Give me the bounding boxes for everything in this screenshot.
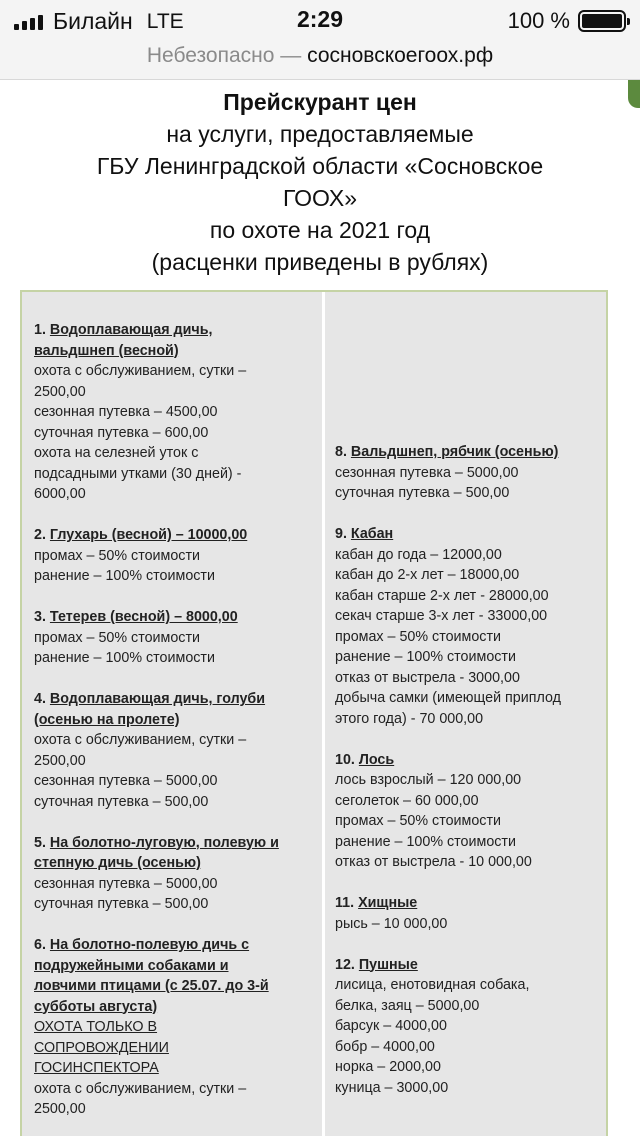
section-title: Лось [358, 751, 395, 768]
section-number: 12. [335, 956, 355, 973]
price-line: отказ от выстрела - 10 000,00 [335, 854, 532, 870]
price-line: барсук – 4000,00 [335, 1018, 447, 1034]
price-section [34, 525, 324, 587]
price-line: промах – 50% стоимости [335, 628, 501, 645]
price-line: сезонная путевка – 4500,00 [34, 404, 218, 420]
price-section [34, 607, 324, 669]
address-bar[interactable] [0, 40, 640, 80]
price-line: лисица, енотовидная собака, [335, 977, 530, 993]
section-number: 1. [34, 322, 46, 338]
section-heading [335, 893, 605, 914]
section-title: Водоплавающая дичь, [49, 322, 213, 338]
price-line: ранение – 100% стоимости [34, 650, 215, 666]
network-type: LTE [146, 9, 184, 33]
section-title: Кабан [350, 526, 394, 542]
status-bar [0, 0, 640, 40]
section-title: Вальдшнеп, рябчик (осенью) [350, 444, 559, 460]
section-heading [34, 833, 324, 854]
section-number: 3. [34, 609, 46, 625]
section-title: вальдшнеп (весной) [34, 342, 179, 359]
price-line: 2500,00 [34, 1101, 86, 1117]
price-line: кабан до года – 12000,00 [335, 546, 502, 563]
price-line: отказ от выстрела - 3000,00 [335, 669, 520, 686]
section-title: Тетерев (весной) – 8000,00 [49, 609, 238, 625]
section-title: На болотно-полевую дичь с [49, 937, 250, 953]
section-heading [34, 997, 324, 1018]
price-line: добыча самки (имеющей приплод [335, 690, 561, 706]
price-line: этого года) - 70 000,00 [335, 710, 484, 727]
section-number: 5. [34, 834, 46, 851]
price-line: охота на селезней уток с [34, 445, 199, 461]
price-line: белка, заяц – 5000,00 [335, 997, 480, 1014]
page-title [0, 86, 640, 278]
price-section [34, 935, 324, 1120]
section-heading [335, 750, 605, 771]
section-title: подружейными собаками и [34, 957, 229, 974]
price-line: кабан старше 2-х лет - 28000,00 [335, 587, 549, 604]
section-number: 9. [335, 526, 347, 542]
section-number: 11. [335, 895, 355, 911]
price-table [20, 290, 608, 1136]
section-heading [335, 524, 605, 545]
price-line: норка – 2000,00 [335, 1059, 441, 1075]
price-line: 2500,00 [34, 752, 86, 769]
price-line: подсадными утками (30 дней) - [34, 465, 242, 482]
section-heading [34, 341, 324, 362]
price-line: куница – 3000,00 [335, 1079, 449, 1096]
section-number: 6. [34, 937, 46, 953]
price-section [34, 833, 324, 915]
section-heading [34, 853, 324, 874]
section-title: Хищные [358, 895, 418, 911]
section-number: 2. [34, 527, 46, 543]
price-line: бобр – 4000,00 [335, 1038, 435, 1055]
price-section [335, 955, 605, 1099]
section-heading [34, 710, 324, 731]
price-line: ранение – 100% стоимости [34, 568, 215, 584]
status-right [508, 8, 626, 34]
price-section [34, 320, 324, 505]
section-number: 10. [335, 751, 355, 768]
price-line: суточная путевка – 500,00 [335, 485, 510, 501]
price-section [335, 442, 605, 504]
price-line: 6000,00 [34, 486, 86, 502]
section-title: субботы августа) [34, 998, 158, 1015]
section-title: Водоплавающая дичь, голуби [49, 691, 266, 707]
carrier-name: Билайн [53, 8, 133, 34]
section-title: степную дичь (осенью) [34, 855, 201, 871]
price-line: лось взрослый – 120 000,00 [335, 772, 522, 788]
title-line-3: ГБУ Ленинградской области «Сосновское [96, 153, 544, 179]
price-line: сезонная путевка – 5000,00 [34, 773, 218, 789]
title-line-2: на услуги, предоставляемые [166, 121, 474, 147]
section-notice: СОПРОВОЖДЕНИИ [34, 1039, 169, 1056]
section-notice: ОХОТА ТОЛЬКО В [34, 1019, 158, 1035]
section-number: 8. [335, 444, 347, 460]
battery-icon [578, 10, 626, 32]
price-line: охота с обслуживанием, сутки – [34, 732, 247, 748]
price-line: ранение – 100% стоимости [335, 833, 516, 850]
price-section [335, 750, 605, 873]
price-line: кабан до 2-х лет – 18000,00 [335, 567, 520, 583]
section-number: 4. [34, 691, 46, 707]
title-line-4: ГООХ» [282, 185, 358, 211]
section-heading [34, 320, 324, 341]
price-line: промах – 50% стоимости [34, 629, 200, 646]
price-line: сезонная путевка – 5000,00 [335, 464, 519, 481]
title-line-5: по охоте на 2021 год [209, 217, 431, 243]
price-line: промах – 50% стоимости [335, 813, 501, 829]
section-heading [34, 935, 324, 956]
title-line-6: (расценки приведены в рублях) [151, 249, 489, 275]
section-heading [34, 607, 324, 628]
section-heading [34, 525, 324, 546]
section-heading [34, 689, 324, 710]
price-section [34, 689, 324, 812]
price-line: охота с обслуживанием, сутки – [34, 363, 247, 379]
section-heading [34, 956, 324, 977]
right-column [335, 292, 605, 1119]
price-line: сеголеток – 60 000,00 [335, 792, 479, 809]
section-title: Пушные [358, 956, 418, 973]
price-line: промах – 50% стоимости [34, 547, 200, 564]
section-heading [34, 976, 324, 997]
clock: 2:29 [296, 6, 344, 32]
price-line: ранение – 100% стоимости [335, 649, 516, 665]
section-heading [335, 955, 605, 976]
price-line: секач старше 3-х лет - 33000,00 [335, 608, 548, 624]
section-title: На болотно-луговую, полевую и [49, 834, 279, 851]
section-title: (осенью на пролете) [34, 711, 180, 728]
insecure-label: Небезопасно — [146, 44, 302, 67]
price-line: 2500,00 [34, 383, 86, 400]
price-line: охота с обслуживанием, сутки – [34, 1080, 247, 1097]
battery-percent: 100 % [507, 8, 570, 33]
price-line: рысь – 10 000,00 [335, 915, 448, 932]
section-heading [335, 442, 605, 463]
price-section [335, 524, 605, 729]
price-line: сезонная путевка – 5000,00 [34, 875, 218, 892]
price-line: суточная путевка – 500,00 [34, 896, 209, 912]
section-title: Глухарь (весной) – 10000,00 [49, 527, 248, 543]
price-line: суточная путевка – 600,00 [34, 424, 209, 441]
section-notice: ГОСИНСПЕКТОРА [34, 1060, 159, 1076]
left-column [34, 292, 324, 1136]
price-section [335, 893, 605, 934]
price-line: суточная путевка – 500,00 [34, 793, 209, 810]
section-title: ловчими птицами (с 25.07. до 3-й [34, 978, 269, 994]
url-domain: сосновскоегоох.рф [307, 44, 494, 67]
title-line-1: Прейскурант цен [223, 89, 417, 115]
